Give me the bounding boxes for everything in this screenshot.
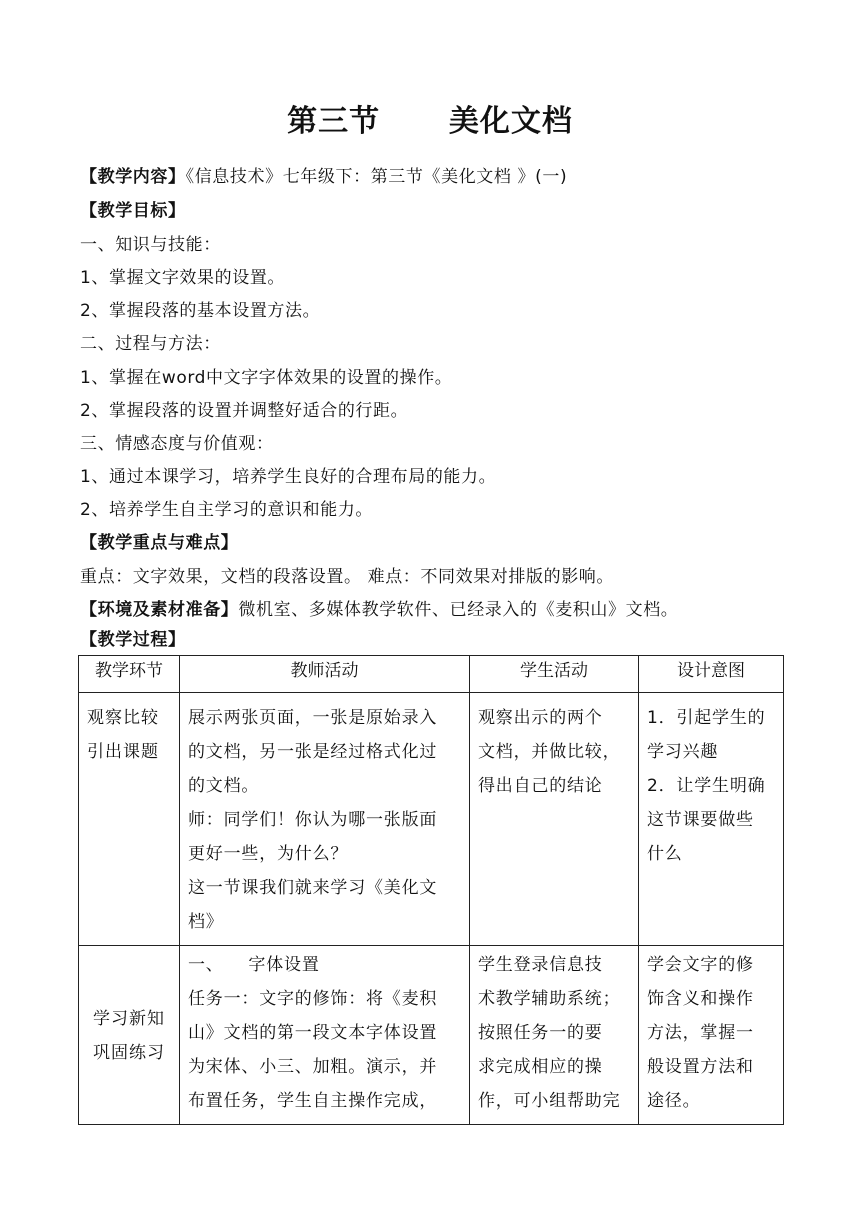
intent-line: 方法，掌握一 [647,1023,754,1043]
intent-line: 饰含义和操作 [647,989,754,1009]
objective-line: 2、掌握段落的基本设置方法。 [80,301,321,321]
stage-line: 巩固练习 [93,1042,165,1063]
objective-line: 三、情感态度与价值观： [80,434,274,454]
process-heading: 【教学过程】 [80,630,186,650]
stage-cell [79,946,180,1125]
environment-line [80,599,800,621]
environment-text: 微机室、多媒体教学软件、已经录入的《麦积山》文档。 [238,600,679,620]
student-line: 得出自己的结论 [478,776,603,796]
intent-line: 途径。 [647,1091,701,1111]
teaching-process-table [78,655,784,1125]
objective-line: 1、掌握文字效果的设置。 [80,268,286,288]
teacher-line: 师：同学们！你认为哪一张版面 [188,810,438,830]
page-title: 第三节 美化文档 [287,104,573,139]
design-intent-cell [639,693,784,946]
objective-line: 1、通过本课学习，培养学生良好的合理布局的能力。 [80,467,497,487]
intent-line: 般设置方法和 [647,1057,754,1077]
student-line: 文档，并做比较， [478,742,621,762]
objective-line: 2、掌握段落的设置并调整好适合的行距。 [80,401,409,421]
teacher-line: 一、 字体设置 [188,955,320,975]
header-student-activity: 学生活动 [470,656,639,693]
student-line: 作，可小组帮助完 [478,1091,621,1111]
objective-line: 二、过程与方法： [80,334,221,354]
teacher-line: 这一节课我们就来学习《美化文 [188,878,438,898]
objective-line: 一、知识与技能： [80,235,221,255]
teacher-line: 为宋体、小三、加粗。演示，并 [188,1057,438,1077]
teaching-content-line [80,166,800,188]
teacher-line: 展示两张页面，一张是原始录入 [188,708,438,728]
teaching-content-label: 【教学内容】 [80,167,186,187]
stage-cell [79,693,180,946]
teacher-line: 任务一：文字的修饰：将《麦积 [188,989,438,1009]
header-stage: 教学环节 [79,656,180,693]
teacher-line: 布置任务，学生自主操作完成， [188,1091,438,1111]
table-header-row [79,656,784,693]
environment-label: 【环境及素材准备】 [80,600,239,620]
teacher-activity-cell [180,946,470,1125]
intent-line: 2．让学生明确 [647,776,766,796]
student-activity-cell [470,946,639,1125]
teacher-line: 山》文档的第一段文本字体设置 [188,1023,438,1043]
objective-line: 2、培养学生自主学习的意识和能力。 [80,500,374,520]
stage-line: 引出课题 [87,742,159,762]
stage-line: 观察比较 [87,708,159,728]
student-line: 学生登录信息技 [478,955,603,975]
table-row [79,693,784,946]
intent-line: 1．引起学生的 [647,708,766,728]
teacher-line: 的文档，另一张是经过格式化过 [188,742,438,762]
key-points-heading: 【教学重点与难点】 [80,533,239,553]
header-teacher-activity: 教师活动 [180,656,470,693]
intent-line: 这节课要做些 [647,810,754,830]
objective-line: 1、掌握在word中文字字体效果的设置的操作。 [80,368,453,388]
student-line: 观察出示的两个 [478,708,603,728]
teacher-activity-cell [180,693,470,946]
student-line: 按照任务一的要 [478,1023,603,1043]
teacher-line: 的文档。 [188,776,260,796]
key-points-text: 重点：文字效果，文档的段落设置。 难点：不同效果对排版的影响。 [80,567,615,587]
table-row [79,946,784,1125]
student-activity-cell [470,693,639,946]
intent-line: 学会文字的修 [647,955,754,975]
objectives-heading: 【教学目标】 [80,201,186,221]
stage-line: 学习新知 [93,1008,165,1029]
teacher-line: 更好一些，为什么？ [188,844,349,864]
teaching-content-text: 《信息技术》七年级下：第三节《美化文档 》(一) [185,167,568,187]
intent-line: 什么 [647,844,683,864]
header-design-intent: 设计意图 [639,656,784,693]
student-line: 术教学辅助系统； [478,989,621,1009]
student-line: 求完成相应的操 [478,1057,603,1077]
teacher-line: 档》 [188,912,224,932]
design-intent-cell [639,946,784,1125]
intent-line: 学习兴趣 [647,742,719,762]
